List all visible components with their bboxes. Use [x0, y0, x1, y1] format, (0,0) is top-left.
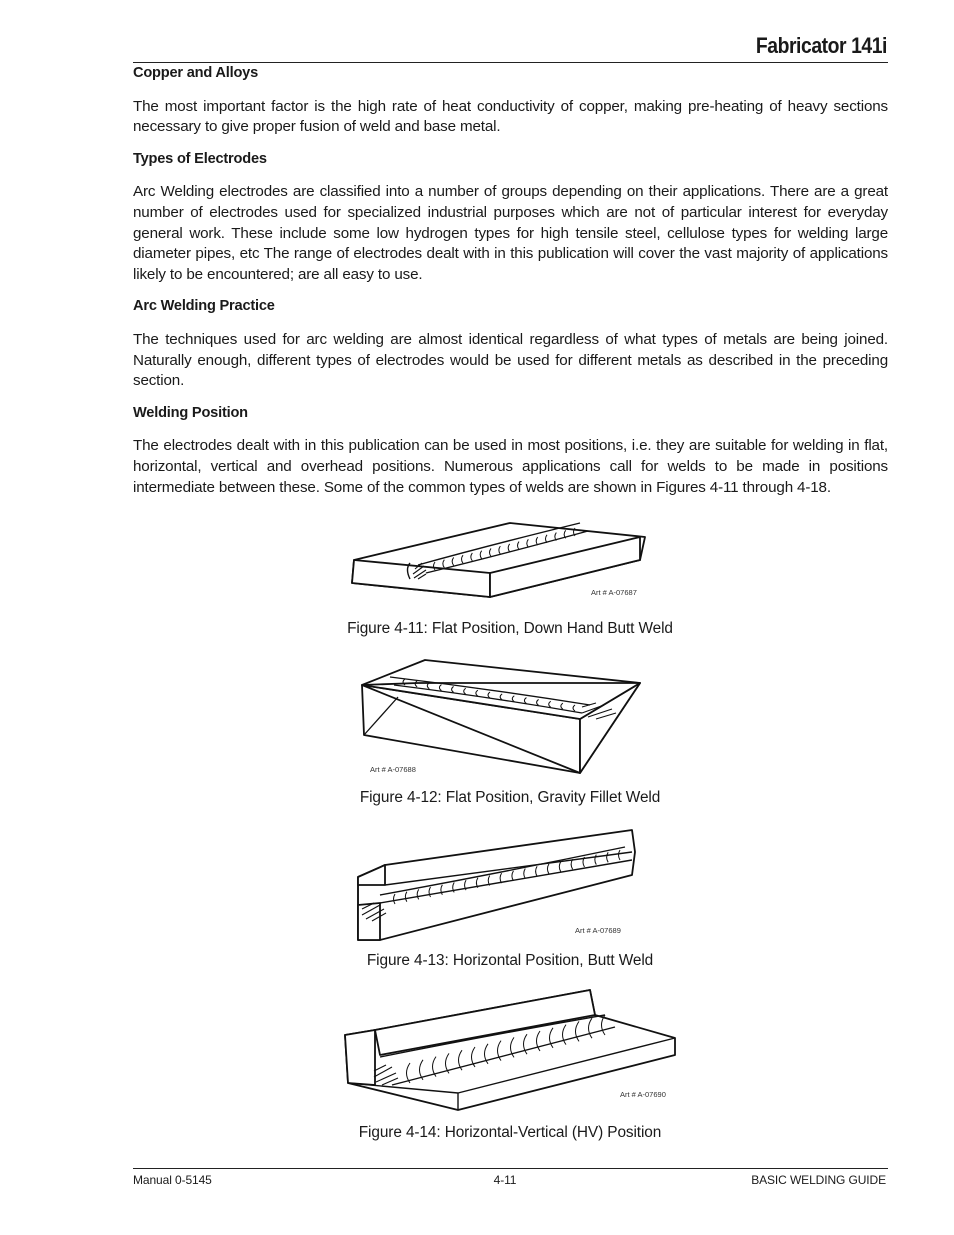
art-number: Art # A-07687	[591, 588, 637, 597]
flat-butt-weld-illustration	[340, 515, 660, 605]
footer-manual-number: Manual 0-5145	[133, 1173, 212, 1187]
horizontal-vertical-weld-illustration	[340, 985, 685, 1115]
gravity-fillet-weld-illustration	[350, 655, 662, 783]
section-body-practice: The techniques used for arc welding are almost identical regardless of what types of metals are being joined. Naturally enough, different types of electrodes would be used for different metals as described in the preceding section.	[133, 330, 888, 390]
section-heading-electrodes: Types of Electrodes	[133, 150, 267, 167]
figure-caption: Figure 4-11: Flat Position, Down Hand Butt Weld	[347, 620, 673, 637]
horizontal-butt-weld-illustration	[350, 825, 650, 945]
section-body-position: The electrodes dealt with in this publication can be used in most positions, i.e. they are suitable for welding in flat, horizontal, vertical and overhead positions. Numerous applications call for welds to be made in positions intermediate between these. Some of the common types of welds are shown in Figures 4-11 through 4-18.	[133, 437, 888, 496]
footer-guide-title: BASIC WELDING GUIDE	[751, 1173, 886, 1187]
page-header-title: Fabricator 141i	[755, 33, 887, 58]
footer-page-number: 4-11	[493, 1173, 517, 1187]
figure-caption: Figure 4-12: Flat Position, Gravity Fillet Weld	[359, 789, 661, 806]
section-body-electrodes: Arc Welding electrodes are classified into a number of groups depending on their applications. There are a great number of electrodes used for specialized industrial purposes which are not of particular interest for everyday general work. These include some low hydrogen types for high tensile steel, cellulose types for welding large diameter pipes, etc The range of electrodes dealt with in this publication will cover the vast majority of applications likely to be encountered; are all easy to use.	[133, 183, 888, 283]
section-heading-position: Welding Position	[133, 404, 248, 421]
figure-caption: Figure 4-14: Horizontal-Vertical (HV) Position	[358, 1124, 662, 1141]
art-number: Art # A-07688	[370, 765, 416, 774]
body-text	[133, 60, 888, 509]
footer-rule	[133, 1168, 888, 1169]
section-body-copper: The most important factor is the high rate of heat conductivity of copper, making pre-heating of heavy sections necessary to give proper fusion of weld and base metal.	[133, 97, 888, 136]
art-number: Art # A-07690	[620, 1090, 666, 1099]
section-heading-copper: Copper and Alloys	[133, 65, 258, 81]
figure-caption: Figure 4-13: Horizontal Position, Butt Weld	[366, 952, 654, 969]
art-number: Art # A-07689	[575, 926, 621, 935]
section-heading-practice: Arc Welding Practice	[133, 298, 275, 315]
